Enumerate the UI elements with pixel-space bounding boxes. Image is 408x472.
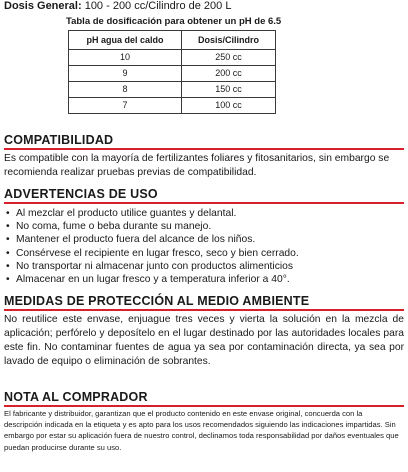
table-row: [69, 66, 276, 82]
compatibilidad-text: Es compatible con la mayoría de fertilizantes foliares y fitosanitarios, sin embargo se recomienda realizar pruebas previas de compatibilidad.: [4, 153, 390, 178]
list-item-text: No coma, fume o beba durante su manejo.: [16, 221, 212, 233]
list-item: [4, 207, 404, 220]
list-item: [4, 247, 404, 260]
list-item-text: Mantener el producto fuera del alcance de los niños.: [16, 234, 256, 246]
dosis-cell: 100 cc: [182, 98, 276, 114]
ph-cell: 9: [69, 66, 182, 82]
table-row: [69, 98, 276, 114]
dosis-cell: 150 cc: [182, 82, 276, 98]
nota-rule: [4, 405, 404, 407]
medidas-text: No reutilice este envase, enjuague tres veces y vierta la solución en la mezcla de aplicación; perfórelo y deposítelo en el lugar destinado por las autoridades locales para este fin. No contaminar fuentes de agua ya sea por contaminación directa, ya sea por lavado de equipo o eliminación de sobrantes.: [4, 314, 404, 367]
bullet-icon: •: [6, 221, 10, 233]
ph-cell: 8: [69, 82, 182, 98]
dosis-general-line: [4, 0, 231, 13]
list-item-text: No transportar ni almacenar junto con productos alimenticios: [16, 260, 294, 272]
dosis-cell: 250 cc: [182, 50, 276, 66]
list-item-text: Almacenar en un lugar fresco y a temperatura inferior a 40°.: [16, 273, 290, 285]
advertencias-rule: [4, 202, 404, 204]
dosis-general-value: 100 - 200 cc/Cilindro de 200 L: [81, 0, 232, 12]
compatibilidad-title: COMPATIBILIDAD: [4, 133, 114, 147]
bullet-icon: •: [6, 273, 10, 285]
dosage-table-caption: Tabla de dosificación para obtener un pH de 6.5: [66, 16, 282, 27]
dosis-general-label: Dosis General:: [4, 0, 82, 12]
list-item: [4, 220, 404, 233]
ph-cell: 10: [69, 50, 182, 66]
bullet-icon: •: [6, 260, 10, 272]
list-item: [4, 273, 404, 286]
medidas-title: MEDIDAS DE PROTECCIÓN AL MEDIO AMBIENTE: [4, 294, 310, 308]
dosage-table-header-row: [69, 31, 276, 50]
dosage-table: [68, 30, 276, 114]
list-item-text: Consérvese el recipiente en lugar fresco, seco y bien cerrado.: [16, 247, 299, 259]
list-item-text: Al mezclar el producto utilice guantes y delantal.: [16, 208, 237, 219]
list-item: [4, 260, 404, 273]
ph-cell: 7: [69, 98, 182, 114]
advertencias-title: ADVERTENCIAS DE USO: [4, 187, 158, 201]
table-row: [69, 82, 276, 98]
bullet-icon: •: [6, 234, 10, 246]
compatibilidad-rule: [4, 148, 404, 150]
nota-title: NOTA AL COMPRADOR: [4, 390, 148, 404]
table-row: [69, 50, 276, 66]
dosis-cell: 200 cc: [182, 66, 276, 82]
list-item: [4, 233, 404, 246]
bullet-icon: •: [6, 208, 10, 219]
nota-text: El fabricante y distribuidor, garantizan que el producto contenido en este envase original, concuerda con la descripción indicada en la etiqueta y es apto para los usos recomendados siguiendo las indicaciones impartidas. Sin embargo por estar su aplicación fuera de nuestro control, declinamos toda responsabilidad por daños eventuales que puedan producirse durante su uso.: [4, 409, 399, 452]
header-dosis: Dosis/Cilindro: [182, 31, 276, 50]
bullet-icon: •: [6, 247, 10, 259]
header-ph: pH agua del caldo: [69, 31, 182, 50]
advertencias-list: [4, 207, 404, 286]
medidas-rule: [4, 309, 404, 311]
